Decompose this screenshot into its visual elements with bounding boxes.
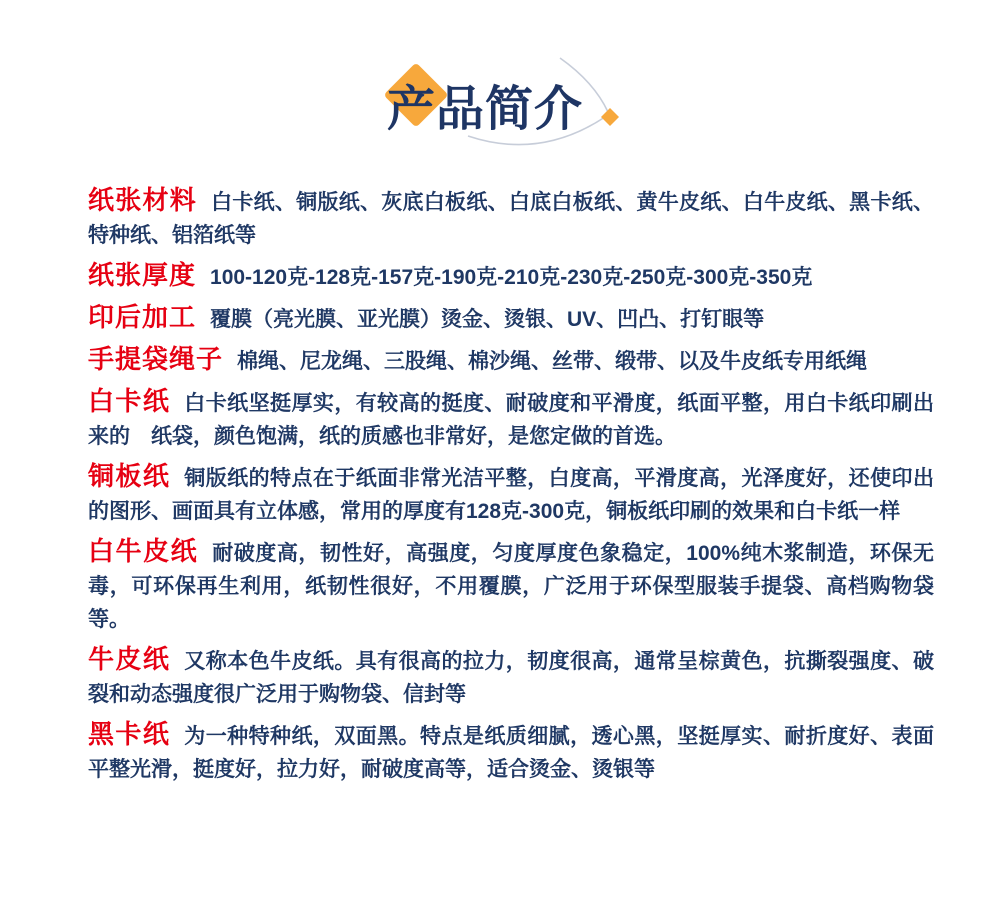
section-text: 又称本色牛皮纸。具有很高的拉力，韧度很高，通常呈棕黄色，抗撕裂强度、破裂和动态强度很广泛用于购物袋、信封等 xyxy=(88,650,934,706)
section-text: 白卡纸坚挺厚实，有较高的挺度、耐破度和平滑度，纸面平整，用白卡纸印刷出来的 纸袋，颜色饱满，纸的质感也非常好，是您定做的首选。 xyxy=(88,392,934,448)
section-black-cardboard xyxy=(88,718,934,786)
section-post-print-finishing xyxy=(88,301,934,336)
section-label: 牛皮纸 xyxy=(88,644,171,674)
section-label: 纸张材料 xyxy=(88,185,198,215)
section-text: 为一种特种纸，双面黑。特点是纸质细腻，透心黑，坚挺厚实、耐折度好、表面平整光滑，挺度好，拉力好，耐破度高等，适合烫金、烫银等 xyxy=(88,725,934,781)
section-text: 耐破度高，韧性好，高强度，匀度厚度色象稳定，100%纯木浆制造，环保无毒，可环保再生利用，纸韧性很好，不用覆膜，广泛用于环保型服装手提袋、高档购物袋等。 xyxy=(88,542,934,631)
section-label: 黑卡纸 xyxy=(88,719,171,749)
section-coated-paper xyxy=(88,460,934,528)
section-label: 手提袋绳子 xyxy=(88,344,224,374)
section-white-cardboard xyxy=(88,385,934,453)
curve-diamond-icon xyxy=(601,108,619,126)
section-text: 铜版纸的特点在于纸面非常光洁平整，白度高，平滑度高，光泽度好，还使印出的图形、画面具有立体感，常用的厚度有128克-300克，铜板纸印刷的效果和白卡纸一样 xyxy=(88,467,934,523)
section-text: 覆膜（亮光膜、亚光膜）烫金、烫银、UV、凹凸、打钉眼等 xyxy=(210,308,765,331)
section-label: 白牛皮纸 xyxy=(88,536,199,566)
section-label: 白卡纸 xyxy=(88,386,171,416)
section-label: 纸张厚度 xyxy=(88,260,197,290)
section-handle-rope xyxy=(88,343,934,378)
content xyxy=(0,178,1000,786)
page-title: 产品简介 xyxy=(387,83,584,136)
section-label: 印后加工 xyxy=(88,302,197,332)
section-text: 白卡纸、铜版纸、灰底白板纸、白底白板纸、黄牛皮纸、白牛皮纸、黑卡纸、特种纸、铝箔纸等 xyxy=(88,191,934,247)
section-text: 100-120克-128克-157克-190克-210克-230克-250克-300克-350克 xyxy=(210,266,813,289)
title-area xyxy=(0,0,1000,178)
section-white-kraft-paper xyxy=(88,535,934,636)
section-label: 铜板纸 xyxy=(88,461,171,491)
section-text: 棉绳、尼龙绳、三股绳、棉沙绳、丝带、缎带、以及牛皮纸专用纸绳 xyxy=(237,350,868,373)
section-kraft-paper xyxy=(88,643,934,711)
section-paper-material xyxy=(88,184,934,252)
section-paper-thickness xyxy=(88,259,934,294)
